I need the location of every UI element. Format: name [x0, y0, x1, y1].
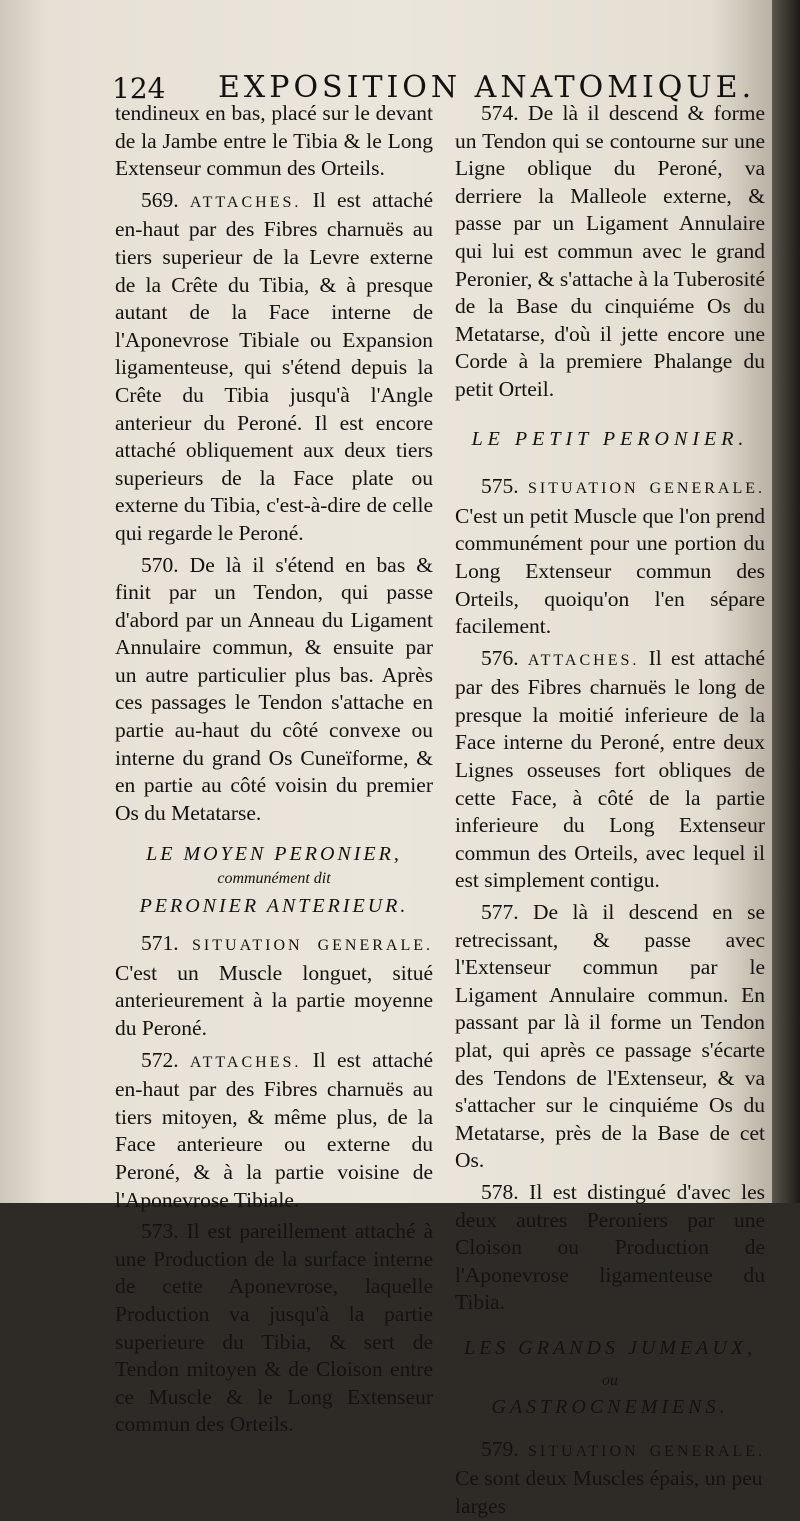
paragraph-continuation: tendineux en bas, placé sur le devant de la Jambe entre le Tibia & le Long Extenseur commun des Orteils. — [115, 101, 433, 181]
section-heading-alt-name: PERONIER ANTERIEUR. — [139, 894, 409, 917]
paragraph-569 — [115, 187, 433, 548]
paragraph-576 — [455, 645, 765, 895]
section-heading-or: ou — [602, 1371, 618, 1389]
para-number: 575. — [481, 474, 519, 499]
left-column — [115, 100, 433, 1439]
paragraph-579 — [455, 1436, 765, 1493]
para-label: SITUATION GENERALE. — [528, 480, 765, 498]
paragraph-571 — [115, 930, 433, 1042]
section-heading-gastrocnemiens: GASTROCNEMIENS. — [491, 1396, 729, 1419]
para-label: ATTACHES. — [189, 193, 302, 211]
section-heading-grands-jumeaux: LES GRANDS JUMEAUX, — [463, 1336, 757, 1359]
para-number: 569. — [141, 187, 179, 212]
para-text: Ce sont deux Muscles épais, un peu — [455, 1466, 763, 1491]
section-heading-moyen-peronier: LE MOYEN PERONIER, — [146, 843, 402, 866]
para-text: Il est attaché en-haut par des Fibres charnuës au tiers mitoyen, & même plus, de la Face anterieure ou externe du Peroné, & à la partie voisine de l'Aponevrose Tibiale. — [115, 1047, 434, 1212]
para-text: C'est un petit Muscle que l'on prend communément pour une portion du Long Extenseur commun des Orteils, quoiqu'on l'en sépare facilement. — [455, 503, 765, 639]
para-label: ATTACHES. — [189, 1053, 302, 1071]
paragraph-575 — [455, 473, 765, 641]
para-label: SITUATION GENERALE. — [528, 1442, 765, 1460]
para-text: Il est attaché par des Fibres charnuës le long de presque la moitié inferieure de la Face interne du Peroné, entre deux Lignes osseuses fort obliques de cette Face, à côté de la partie inferieure du Long Extenseur commun des Orteils, avec lequel il est simplement contigu. — [455, 645, 766, 893]
para-text: Il est attaché en-haut par des Fibres charnuës au tiers superieur de la Levre externe de la Crête du Tibia, & à presque autant de la Face interne de l'Aponevrose Tibiale ou Expansion ligamenteuse, qui s'étend depuis la Crête du Tibia jusqu'à l'Angle anterieur du Peroné. Il est encore attaché obliquement aux deux tiers superieurs de la Face plate ou externe du Tibia, c'est-à-dire de celle qui regarde le Peroné. — [115, 187, 434, 545]
para-number: 572. — [141, 1047, 179, 1072]
para-label: SITUATION GENERALE. — [192, 937, 433, 955]
running-title: EXPOSITION ANATOMIQUE. — [218, 70, 756, 105]
paragraph-574: 574. De là il descend & forme un Tendon qui se contourne sur une Ligne oblique du Peroné, va derriere la Malleole externe, & passe par un Ligament Annulaire qui lui est commun avec le grand Peronier, & s'attache à la Tuberosité de la Base du cinquiéme Os du Metatarse, d'où il jette encore une Corde à la premiere Phalange du petit Orteil. — [455, 101, 765, 401]
para-number: 576. — [481, 645, 519, 670]
paragraph-572 — [115, 1047, 433, 1215]
para-text: C'est un Muscle longuet, situé anterieurement à la partie moyenne du Peroné. — [115, 960, 433, 1040]
paragraph-570: 570. De là il s'étend en bas & finit par un Tendon, qui passe d'abord par un Anneau du Ligament Annulaire commun, & ensuite par un autre particulier plus bas. Après ces passages le Tendon s'attache en partie au-haut du côté convexe ou interne du grand Os Cuneïforme, & en partie au côté voisin du premier Os du Metatarse. — [115, 552, 433, 825]
paragraph-577: 577. De là il descend en se retrecissant, & passe avec l'Extenseur commun par le Ligament Annulaire commun. En passant par là il forme un Tendon plat, qui après ce passage s'écarte des Tendons de l'Extenseur, & va s'attacher sur le cinquiéme Os du Metatarse, près de la Base de cet Os. — [455, 900, 765, 1173]
paragraph-573: 573. Il est pareillement attaché à une Production de la surface interne de cette Aponevrose, laquelle Production va jusqu'à la partie superieure du Tibia, & sert de Tendon mitoyen & de Cloison entre ce Muscle & le Long Extenseur commun des Orteils. — [115, 1219, 433, 1437]
paragraph-578: 578. Il est distingué d'avec les deux autres Peroniers par une Cloison ou Production de l'Aponevrose ligamenteuse du Tibia. — [455, 1179, 765, 1315]
para-label: ATTACHES. — [527, 651, 640, 669]
binding-shadow — [772, 0, 800, 1203]
para-number: 579. — [481, 1436, 519, 1461]
right-column — [455, 100, 765, 1521]
section-subheading: communément dit — [217, 870, 331, 888]
section-heading-petit-peronier: LE PETIT PERONIER. — [471, 427, 749, 450]
para-number: 571. — [141, 931, 179, 956]
page-number: 124 — [112, 72, 166, 105]
catchword: larges — [455, 1493, 506, 1518]
